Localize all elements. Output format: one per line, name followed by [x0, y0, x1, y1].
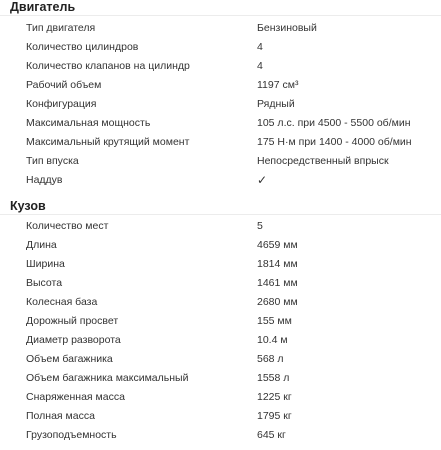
spec-label: Снаряженная масса: [26, 391, 125, 403]
spec-row-wheelbase: [0, 293, 441, 312]
spec-value: 1795 кг: [257, 410, 292, 422]
spec-row-trunk-volume-max: [0, 369, 441, 388]
spec-row-curb-weight: [0, 388, 441, 407]
spec-row-valves: [0, 57, 441, 76]
spec-value: 1225 кг: [257, 391, 292, 403]
spec-row-intake-type: [0, 152, 441, 171]
spec-row-ground-clearance: [0, 312, 441, 331]
spec-label: Полная масса: [26, 410, 95, 422]
spec-label: Количество цилиндров: [26, 41, 139, 53]
spec-value: 2680 мм: [257, 296, 298, 308]
spec-row-turbo: [0, 171, 441, 190]
spec-row-displacement: [0, 76, 441, 95]
spec-value: Бензиновый: [257, 22, 317, 34]
spec-label: Тип двигателя: [26, 22, 96, 34]
spec-label: Количество клапанов на цилиндр: [26, 60, 190, 72]
spec-value: 4659 мм: [257, 239, 298, 251]
spec-value: 1461 мм: [257, 277, 298, 289]
spec-label: Длина: [26, 239, 57, 251]
spec-row-height: [0, 274, 441, 293]
spec-row-engine-type: [0, 19, 441, 38]
spec-value: 175 Н·м при 1400 - 4000 об/мин: [257, 136, 412, 148]
spec-value: 4: [257, 41, 263, 53]
spec-row-payload: [0, 426, 441, 445]
spec-value: 568 л: [257, 353, 284, 365]
spec-row-width: [0, 255, 441, 274]
spec-value: 645 кг: [257, 429, 286, 441]
spec-value: 1558 л: [257, 372, 290, 384]
spec-value: 1197 см³: [257, 79, 299, 91]
spec-row-length: [0, 236, 441, 255]
spec-label: Ширина: [26, 258, 65, 270]
spec-row-cylinders: [0, 38, 441, 57]
section-divider: [0, 15, 441, 16]
checkmark-icon: ✓: [257, 173, 268, 187]
spec-label: Дорожный просвет: [26, 315, 119, 327]
spec-label: Объем багажника: [26, 353, 113, 365]
spec-row-trunk-volume: [0, 350, 441, 369]
spec-label: Максимальный крутящий момент: [26, 136, 190, 148]
spec-value: 105 л.с. при 4500 - 5500 об/мин: [257, 117, 411, 129]
spec-label: Количество мест: [26, 220, 109, 232]
spec-row-max-power: [0, 114, 441, 133]
spec-label: Конфигурация: [26, 98, 97, 110]
spec-label: Высота: [26, 277, 63, 289]
body-section-title: Кузов: [10, 199, 46, 213]
spec-row-max-torque: [0, 133, 441, 152]
spec-value: 155 мм: [257, 315, 292, 327]
spec-label: Грузоподъемность: [26, 429, 117, 441]
spec-row-gross-weight: [0, 407, 441, 426]
spec-value: 5: [257, 220, 263, 232]
spec-value: 4: [257, 60, 263, 72]
spec-label: Наддув: [26, 174, 63, 186]
engine-section-title: Двигатель: [10, 0, 76, 14]
spec-row-seats: [0, 217, 441, 236]
spec-label: Тип впуска: [26, 155, 79, 167]
spec-row-turning-diameter: [0, 331, 441, 350]
spec-row-configuration: [0, 95, 441, 114]
spec-label: Рабочий объем: [26, 79, 102, 91]
spec-value: Непосредственный впрыск: [257, 155, 389, 167]
spec-label: Диаметр разворота: [26, 334, 121, 346]
spec-value: 10.4 м: [257, 334, 288, 346]
spec-label: Колесная база: [26, 296, 98, 308]
body-section: [0, 199, 441, 445]
spec-value: Рядный: [257, 98, 295, 110]
engine-section: [0, 0, 441, 190]
spec-label: Объем багажника максимальный: [26, 372, 189, 384]
spec-label: Максимальная мощность: [26, 117, 151, 129]
section-divider: [0, 214, 441, 215]
spec-value: 1814 мм: [257, 258, 298, 270]
